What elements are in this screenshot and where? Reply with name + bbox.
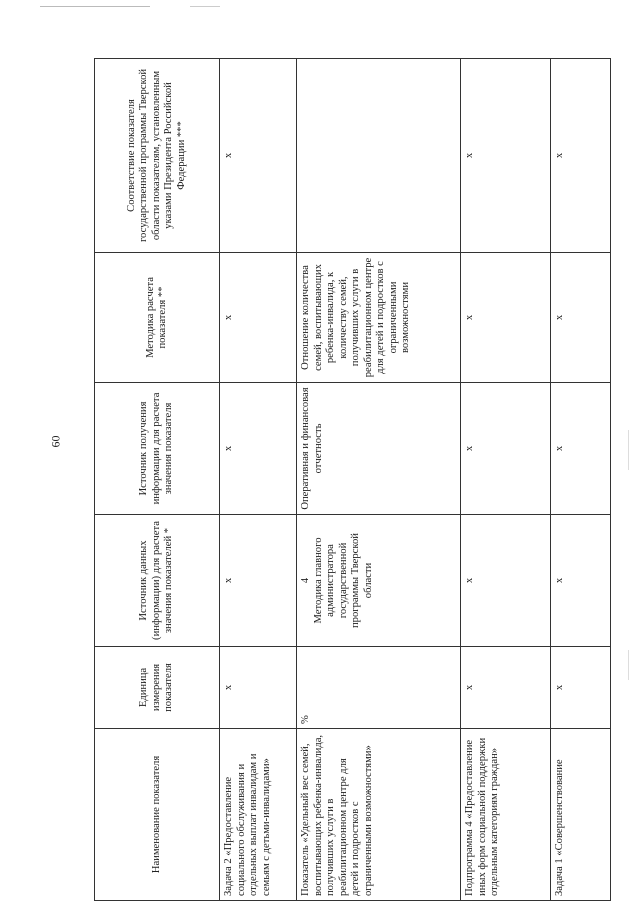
row-data-source: 4 Методика главного администратора государственной программы Тверской области [297,515,461,647]
row-correspondence: х [220,59,297,253]
row-correspondence [297,59,461,253]
row-unit: % [297,647,461,729]
header-unit: Единица измерения показателя [95,647,220,729]
row-method: х [461,253,551,383]
row-unit: х [551,647,611,729]
header-correspondence: Соответствие показателя государственной программы Тверской области показателям, установленным указами Президента Российской Федерации *** [95,59,220,253]
table-row [220,59,297,901]
table-row [461,59,551,901]
header-indicator-name: Наименование показателя [95,729,220,901]
row-data-source: х [461,515,551,647]
row-info-source: Оперативная и финансовая отчетность [297,383,461,515]
row-correspondence: х [551,59,611,253]
row-unit: х [220,647,297,729]
row-name: Задача 1 «Совершенствование [551,729,611,901]
scan-artifact [628,430,629,470]
scan-artifact [190,6,220,7]
indicator-table [94,58,611,901]
row-name: Задача 2 «Предоставление социального обслуживания и отдельных выплат инвалидам и семьям с детьми-инвалидами» [220,729,297,901]
row-info-source: х [551,383,611,515]
row-name: Подпрограмма 4 «Предоставление иных форм социальной поддержки отдельным категориям граждан» [461,729,551,901]
header-info-source: Источник получения информации для расчета значения показателя [95,383,220,515]
table-row [551,59,611,901]
scan-artifact [40,6,150,7]
row-correspondence: х [461,59,551,253]
row-method: х [551,253,611,383]
header-data-source: Источник данных (информации) для расчета значения показателей * [95,515,220,647]
row-info-source: х [461,383,551,515]
row-info-source: х [220,383,297,515]
rotated-page [94,59,610,901]
header-row [95,59,220,901]
row-data-source: х [220,515,297,647]
scan-artifact [628,650,629,680]
page-number: 60 [48,435,63,448]
row-data-source: х [551,515,611,647]
header-method: Методика расчета показателя ** [95,253,220,383]
row-method: х [220,253,297,383]
table-row [297,59,461,901]
row-name: Показатель «Удельный вес семей, воспитывающих ребенка-инвалида, получивших услуги в реабилитационном центре для детей и подростков с ограниченными возможностями» [297,729,461,901]
row-method: Отношение количества семей, воспитывающих ребенка-инвалида, к количеству семей, получивших услуги в реабилитационном центре для детей и подростков с ограниченными возможностями [297,253,461,383]
row-unit: х [461,647,551,729]
